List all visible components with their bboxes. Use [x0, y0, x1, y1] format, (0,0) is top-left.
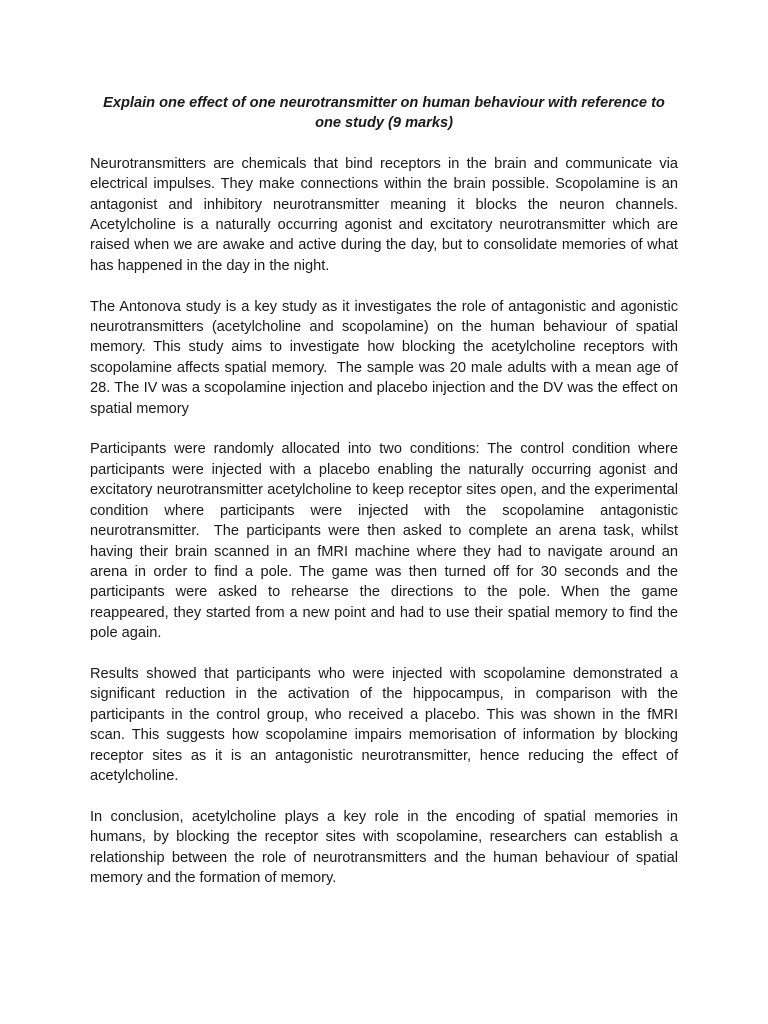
paragraph-study-overview: The Antonova study is a key study as it investigates the role of antagonistic and agonistic neurotransmitters (acetylcholine and scopolamine) on the human behaviour of spatial memory. This study aims to investigate how blocking the acetylcholine receptors with scopolamine affects spatial memory. The sample was 20 male adults with a mean age of 28. The IV was a scopolamine injection and placebo injection and the DV was the effect on spatial memory	[90, 298, 683, 417]
paragraph-conclusion: In conclusion, acetylcholine plays a key role in the encoding of spatial memories in humans, by blocking the receptor sites with scopolamine, researchers can establish a relationship between the role of neurotransmitters and the human behaviour of spatial memory and the formation of memory.	[90, 808, 683, 886]
paragraph-introduction: Neurotransmitters are chemicals that bind receptors in the brain and communicate via electrical impulses. They make connections within the brain possible. Scopolamine is an antagonist and inhibitory neurotransmitter meaning it blocks the neuron channels. Acetylcholine is a naturally occurring agonist and excitatory neurotransmitter which are raised when we are awake and active during the day, but to consolidate memories of what has happened in the day in the night.	[90, 155, 683, 274]
paragraph-results: Results showed that participants who were injected with scopolamine demonstrated a significant reduction in the activation of the hippocampus, in comparison with the participants in the control group, who received a placebo. This was shown in the fMRI scan. This suggests how scopolamine impairs memorisation of information by blocking receptor sites as it is an antagonistic neurotransmitter, hence reducing the effect of acetylcholine.	[90, 665, 683, 784]
document-body	[90, 93, 683, 888]
essay-question-title: Explain one effect of one neurotransmitter on human behaviour with reference to one study (9 marks)	[103, 95, 665, 132]
paragraph-procedure: Participants were randomly allocated into two conditions: The control condition where participants were injected with a placebo enabling the naturally occurring agonist and excitatory neurotransmitter acetylcholine to keep receptor sites open, and the experimental condition where participants were injected with the scopolamine antagonistic neurotransmitter. The participants were then asked to complete an arena task, whilst having their brain scanned in an fMRI machine where they had to navigate around an arena in order to find a pole. The game was then turned off for 30 seconds and the participants were asked to rehearse the directions to the pole. When the game reappeared, they started from a new point and had to use their spatial memory to find the pole again.	[90, 441, 683, 642]
